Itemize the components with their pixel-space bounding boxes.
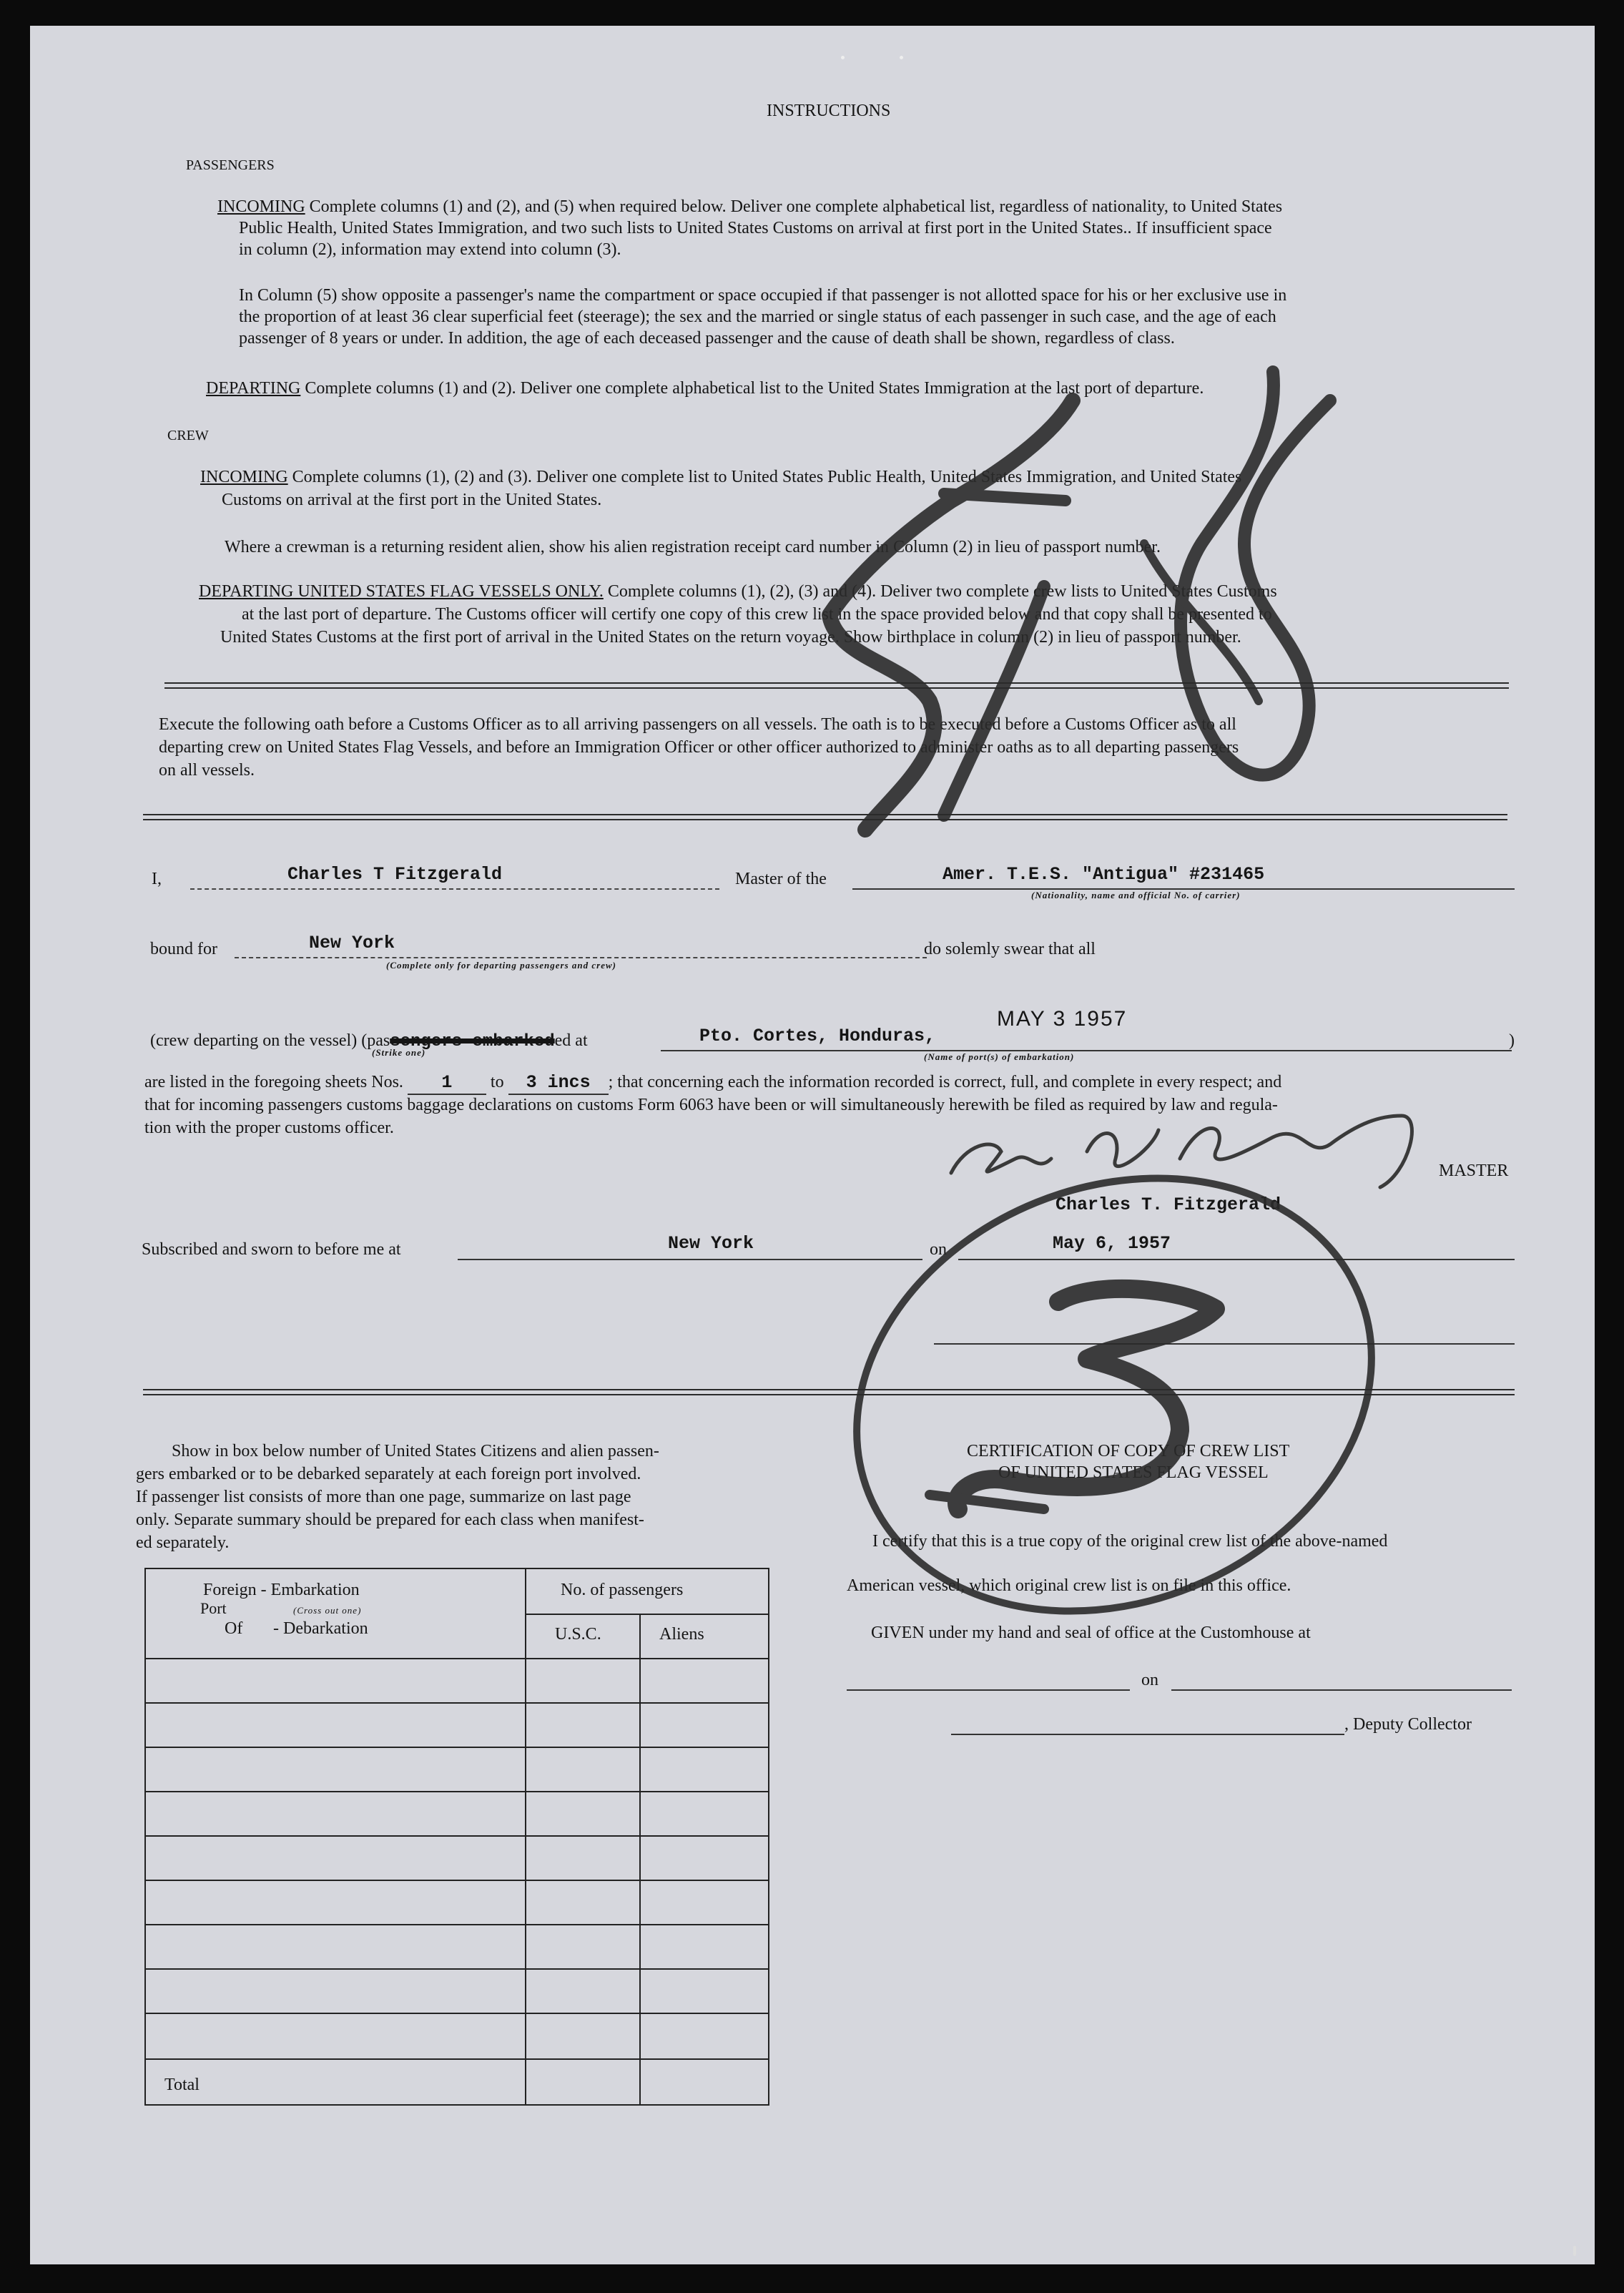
swear-text: do solemly swear that all bbox=[924, 940, 1096, 958]
crew-incoming-label: INCOMING bbox=[200, 468, 288, 486]
vessel-field: Amer. T.E.S. "Antigua" #231465 bbox=[943, 864, 1265, 885]
crew-incoming-line1: INCOMING Complete columns (1), (2) and (3). Deliver one complete list to United States Public Health, United States Immigration, and United States bbox=[200, 468, 1242, 486]
master-of-label: Master of the bbox=[735, 870, 827, 888]
passengers-departing-label: DEPARTING bbox=[206, 379, 301, 398]
master-typed-name: Charles T. Fitzgerald bbox=[1055, 1194, 1281, 1215]
crayon-slash-mark bbox=[944, 586, 1044, 815]
header-usc: U.S.C. bbox=[555, 1625, 601, 1644]
sheets-line: are listed in the foregoing sheets Nos. 1 to 3 incs ; that concerning each the information recorded is correct, full, and complete in every respect; and bbox=[144, 1071, 1281, 1095]
port-field: Pto. Cortes, Honduras, bbox=[699, 1026, 936, 1046]
crayon-three-mark bbox=[957, 1289, 1216, 1509]
header-aliens: Aliens bbox=[659, 1625, 704, 1644]
port-caption: (Name of port(s) of embarkation) bbox=[924, 1051, 1075, 1062]
bound-for-caption: (Complete only for departing passengers and crew) bbox=[386, 960, 616, 971]
crew-alien-note: Where a crewman is a returning resident alien, show his alien registration receipt card number in Column (2) in lieu of passport number. bbox=[225, 538, 1161, 556]
certification-line2: American vessel, which original crew list is on file in this office. bbox=[847, 1576, 1291, 1595]
bound-for-field: New York bbox=[309, 933, 395, 953]
passengers-col5-line1: In Column (5) show opposite a passenger's name the compartment or space occupied if that passenger is not allotted space for his or her exclusive use in bbox=[239, 286, 1287, 305]
scan-speck bbox=[900, 56, 903, 59]
certification-on-label: on bbox=[1141, 1671, 1158, 1689]
header-foreign-embarkation: Foreign - Embarkation bbox=[203, 1581, 360, 1599]
embark-line: (crew departing on the vessel) (passengers embarkeded at bbox=[150, 1031, 588, 1051]
passengers-incoming-line2: Public Health, United States Immigration, and two such lists to United States Customs on arrival at first port in the United States.. If insufficient space bbox=[239, 219, 1272, 237]
struck-text: sengers embarked bbox=[390, 1032, 555, 1051]
header-no-of-passengers: No. of passengers bbox=[561, 1581, 684, 1599]
subscribed-label: Subscribed and sworn to before me at bbox=[142, 1240, 401, 1259]
crew-label: CREW bbox=[167, 428, 209, 443]
sheet-to-field: 3 incs bbox=[508, 1072, 609, 1095]
received-date-stamp: MAY 3 1957 bbox=[997, 1007, 1128, 1031]
page-heading: INSTRUCTIONS bbox=[767, 102, 891, 120]
crew-departing-line2: at the last port of departure. The Customs officer will certify one copy of this crew list in the space provided below and that copy shall be presented to bbox=[242, 605, 1272, 624]
header-port: Port bbox=[200, 1599, 227, 1617]
summary-line2: gers embarked or to be debarked separately at each foreign port involved. bbox=[136, 1465, 641, 1483]
certification-line1: I certify that this is a true copy of the original crew list of the above-named bbox=[872, 1532, 1388, 1551]
scan-speck bbox=[1573, 2246, 1576, 2256]
crew-departing-label: DEPARTING UNITED STATES FLAG VESSELS ONLY. bbox=[199, 582, 604, 601]
header-debarkation: - Debarkation bbox=[273, 1619, 368, 1638]
regulation-line: tion with the proper customs officer. bbox=[144, 1119, 394, 1137]
passengers-col5-line2: the proportion of at least 36 clear superficial feet (steerage); the sex and the married or single status of each passenger in such case, and the age of each bbox=[239, 308, 1276, 326]
passengers-departing-line: DEPARTING Complete columns (1) and (2). Deliver one complete alphabetical list to the United States Immigration at the last port of departure. bbox=[206, 379, 1204, 398]
oath-line3: on all vessels. bbox=[159, 761, 255, 780]
master-title: MASTER bbox=[1439, 1162, 1509, 1180]
passengers-incoming-line3: in column (2), information may extend into column (3). bbox=[239, 240, 621, 259]
sworn-date-field: May 6, 1957 bbox=[1053, 1233, 1171, 1254]
oath-line1: Execute the following oath before a Customs Officer as to all arriving passengers on all vessels. The oath is to be executed before a Customs Officer as to all bbox=[159, 715, 1236, 734]
summary-line1: Show in box below number of United States Citizens and alien passen- bbox=[172, 1442, 659, 1460]
passengers-incoming-line1: INCOMING Complete columns (1) and (2), and (5) when required below. Deliver one complete alphabetical list, regardless of nationality, to United States bbox=[217, 197, 1283, 216]
passengers-col5-line3: passenger of 8 years or under. In addition, the age of each deceased passenger and the cause of death shall be shown, regardless of class. bbox=[239, 329, 1175, 348]
header-cross-out: (Cross out one) bbox=[293, 1605, 362, 1616]
summary-line4: only. Separate summary should be prepared for each class when manifest- bbox=[136, 1511, 644, 1529]
strike-caption: (Strike one) bbox=[372, 1047, 426, 1058]
sheet-from-field: 1 bbox=[408, 1072, 486, 1095]
summary-line3: If passenger list consists of more than one page, summarize on last page bbox=[136, 1488, 631, 1506]
header-of: Of bbox=[225, 1619, 243, 1638]
crew-departing-line1: DEPARTING UNITED STATES FLAG VESSELS ONLY. Complete columns (1), (2), (3) and (4). Deliver two complete crew lists to United States Customs bbox=[199, 582, 1277, 601]
oath-i-label: I, bbox=[152, 870, 162, 888]
crew-departing-line3: United States Customs at the first port of arrival in the United States on the return voyage. Show birthplace in column (2) in lieu of passport number. bbox=[220, 628, 1241, 647]
master-name-field: Charles T Fitzgerald bbox=[287, 864, 503, 885]
certification-line3: GIVEN under my hand and seal of office at the Customhouse at bbox=[871, 1624, 1311, 1642]
sworn-on-label: on bbox=[930, 1240, 947, 1259]
crew-incoming-line2: Customs on arrival at the first port in the United States. bbox=[222, 491, 602, 509]
summary-line5: ed separately. bbox=[136, 1533, 230, 1552]
sworn-at-field: New York bbox=[668, 1233, 754, 1254]
oath-line2: departing crew on United States Flag Vessels, and before an Immigration Officer or other officer authorized to administer oaths as to all departing passengers bbox=[159, 738, 1239, 757]
bound-for-label: bound for bbox=[150, 940, 217, 958]
deputy-collector-label: , Deputy Collector bbox=[1344, 1715, 1472, 1734]
crayon-eight-mark bbox=[1181, 372, 1330, 775]
crayon-circle-mark bbox=[791, 1104, 1437, 1686]
scan-speck bbox=[841, 56, 845, 59]
baggage-line: that for incoming passengers customs baggage declarations on customs Form 6063 have been or will simultaneously herewith be filed as required by law and regula- bbox=[144, 1096, 1278, 1114]
passengers-incoming-label: INCOMING bbox=[217, 197, 305, 216]
table-total-label: Total bbox=[164, 2076, 200, 2094]
certification-title-line2: OF UNITED STATES FLAG VESSEL bbox=[998, 1463, 1269, 1482]
vessel-caption: (Nationality, name and official No. of carrier) bbox=[1031, 890, 1241, 900]
paren-close: ) bbox=[1509, 1031, 1515, 1050]
certification-title-line1: CERTIFICATION OF COPY OF CREW LIST bbox=[967, 1442, 1290, 1460]
passengers-label: PASSENGERS bbox=[186, 157, 275, 173]
